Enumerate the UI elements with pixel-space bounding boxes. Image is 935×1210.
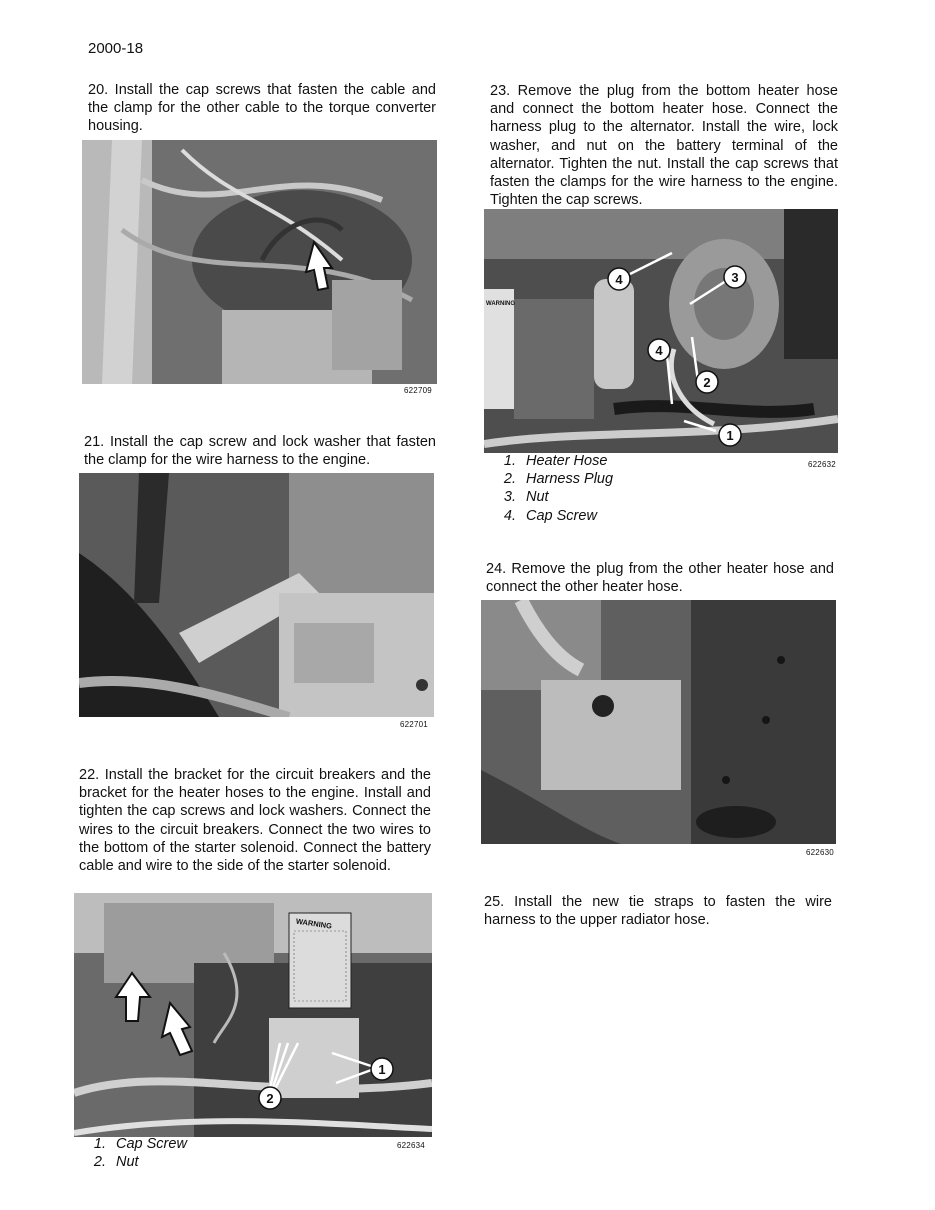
step-21-text: 21. Install the cap screw and lock washer that fasten the clamp for the wire harness to the engine.	[84, 434, 436, 469]
figure-id: 622630	[806, 848, 834, 857]
callout-4	[608, 268, 630, 290]
step-23-text: 23. Remove the plug from the bottom heater hose and connect the bottom heater hose. Connect the harness plug to the alternator. Install the wire, lock washer, and nut on the battery terminal of the alternator. Tighten the nut. Install the cap screws that fasten the clamps for the wire harness to the engine. Tighten the cap screws.	[490, 83, 838, 209]
arrow-icon	[82, 140, 437, 384]
callout-leader-lines	[630, 253, 726, 431]
step-22-text: 22. Install the bracket for the circuit breakers and the bracket for the heater hoses to the engine. Install and tighten the cap screws and lock washers. Connect the wires to the circuit breakers. Connect the two wires to the bottom of the starter solenoid. Connect the battery cable and wire to the side of the starter solenoid.	[79, 767, 431, 875]
svg-text:1: 1	[378, 1062, 386, 1077]
photo-cable-clamp	[82, 140, 437, 384]
legend-item: 2. Harness Plug	[503, 471, 614, 488]
figure-id: 622634	[397, 1141, 425, 1150]
step-20-text: 20. Install the cap screws that fasten the cable and the clamp for the other cable to the torque converter housing.	[88, 82, 436, 135]
svg-text:4: 4	[655, 343, 663, 358]
page-number: 2000-18	[88, 40, 144, 57]
svg-text:2: 2	[703, 375, 711, 390]
figure-legend	[79, 1135, 279, 1171]
figure-legend	[489, 452, 709, 525]
callout-2	[696, 371, 718, 393]
callout-2	[259, 1087, 281, 1109]
warning-decal	[289, 913, 351, 1008]
photo-wire-harness-clamp	[79, 473, 434, 717]
figure-id: 622701	[400, 720, 428, 729]
svg-text:4: 4	[615, 272, 623, 287]
photo-circuit-breakers	[74, 893, 432, 1137]
svg-text:3: 3	[731, 270, 739, 285]
callout-1	[719, 424, 741, 446]
photo-heater-hose	[481, 600, 836, 844]
svg-text:2: 2	[266, 1091, 274, 1106]
step-24-text: 24. Remove the plug from the other heater hose and connect the other heater hose.	[486, 561, 834, 596]
svg-text:WARNING: WARNING	[295, 916, 333, 931]
callout-leader-lines	[269, 1043, 374, 1093]
callout-1	[371, 1058, 393, 1080]
figure-id: 622632	[808, 460, 836, 469]
arrow-icon	[116, 973, 150, 1021]
svg-text:1: 1	[726, 428, 734, 443]
legend-item: 2. Nut	[93, 1154, 139, 1171]
callout-4	[648, 339, 670, 361]
step-25-text: 25. Install the new tie straps to fasten the wire harness to the upper radiator hose.	[484, 894, 832, 929]
legend-item: 3. Nut	[503, 489, 549, 506]
callout-3	[724, 266, 746, 288]
arrow-icon	[162, 1003, 192, 1055]
legend-item: 1. Heater Hose	[503, 453, 608, 469]
warning-decal-label: WARNING	[486, 301, 515, 307]
figure-id: 622709	[404, 386, 432, 395]
legend-item: 1. Cap Screw	[93, 1136, 187, 1152]
legend-item: 4. Cap Screw	[503, 507, 597, 524]
photo-alternator-harness	[484, 209, 838, 453]
